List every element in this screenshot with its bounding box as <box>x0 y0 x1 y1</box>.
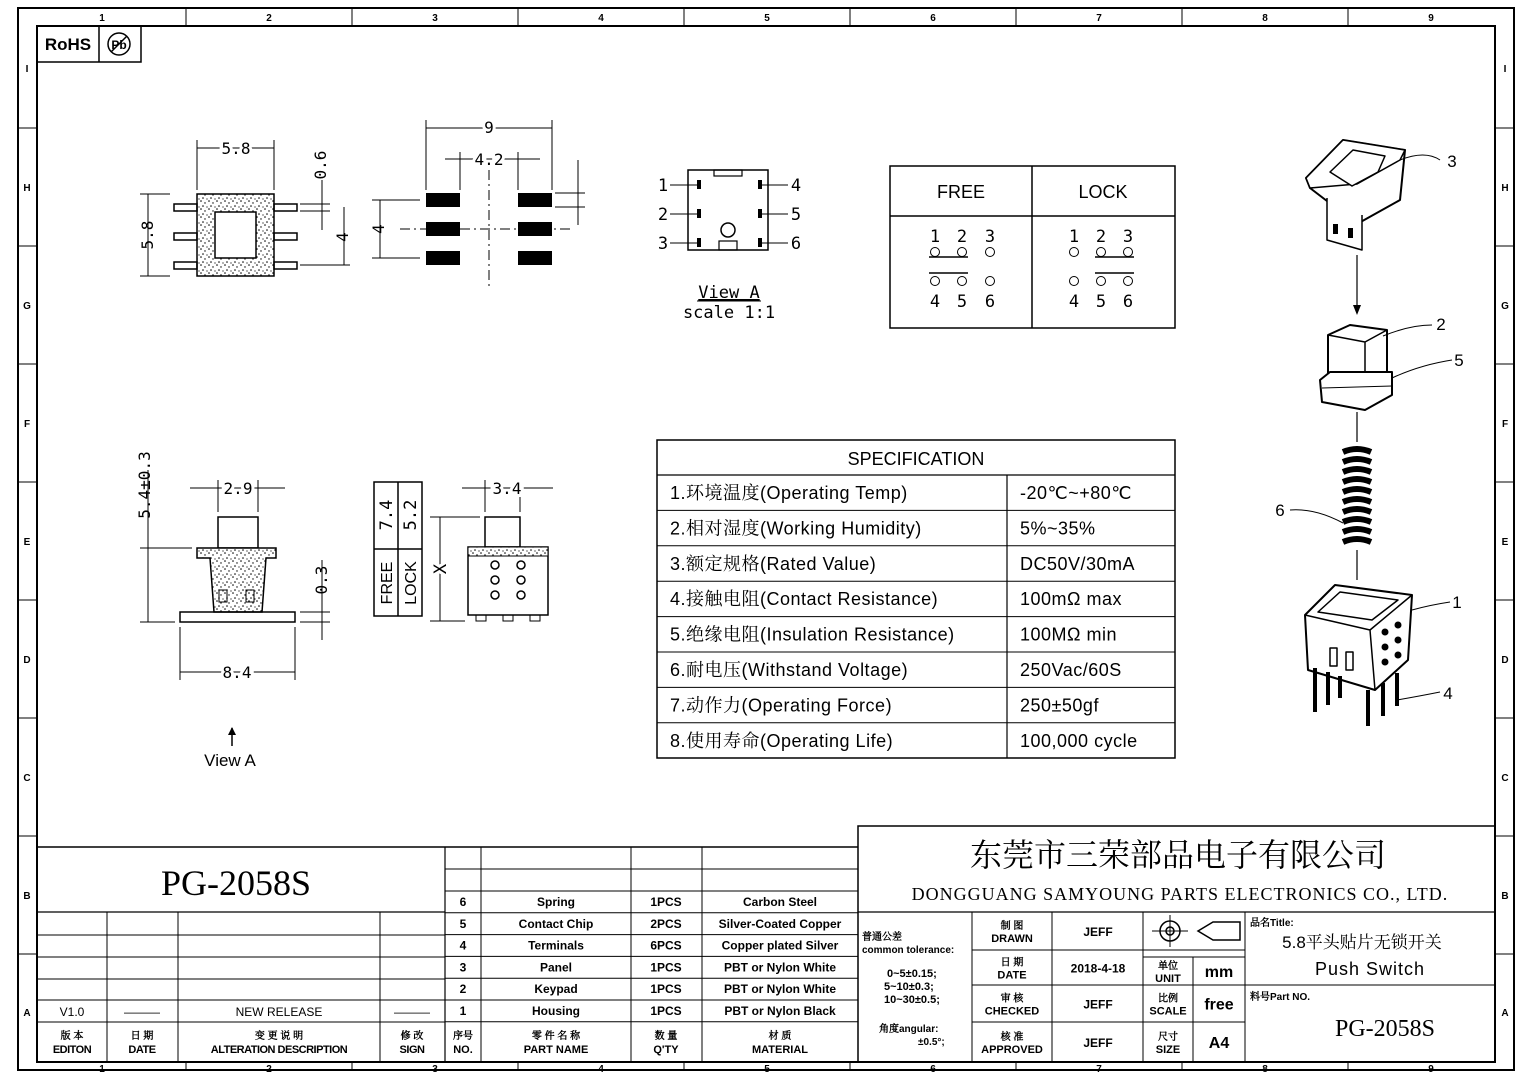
unit-label-cn-3: 尺寸 <box>1158 1032 1178 1043</box>
bom-cell-4-1: 3 <box>459 960 467 975</box>
free-pin-1: 1 <box>929 227 941 247</box>
bom-header-cn-4: 材 质 <box>768 1031 792 1042</box>
spec-value-4: 100mΩ max <box>1020 589 1122 610</box>
bom-cell-5-1: 2 <box>459 982 467 997</box>
bom-cell-3-2: Terminals <box>528 938 584 953</box>
title-cn: 5.8平头贴片无锁开关 <box>1282 933 1442 952</box>
spec-key-8: 8.使用寿命(Operating Life) <box>670 730 894 751</box>
dim-total-height: 5.4±0.3 <box>135 451 154 519</box>
dim-top-width: 5.8 <box>221 139 251 158</box>
mode-free-header: FREE <box>936 182 986 202</box>
bom-cell-4-4: PBT or Nylon White <box>724 960 836 975</box>
row-marker-right-A: A <box>1501 1008 1509 1019</box>
revision-block <box>37 847 858 1062</box>
unit-label-cn-1: 单位 <box>1158 961 1178 972</box>
bom-cell-6-1: 1 <box>459 1004 467 1018</box>
bom-cell-2-2: Contact Chip <box>518 916 594 931</box>
col-marker-bottom-4: 4 <box>598 1064 604 1073</box>
view-a-pin-1: 1 <box>657 176 669 196</box>
company-name-cn: 东莞市三荣部品电子有限公司 <box>969 837 1387 873</box>
view-a-pin-6: 6 <box>790 234 802 254</box>
travel-free-label: FREE <box>379 561 396 605</box>
col-marker-bottom-9: 9 <box>1428 1064 1434 1073</box>
spec-key-2: 2.相对湿度(Working Humidity) <box>670 518 922 539</box>
revision-header-en-1: EDITON <box>52 1044 92 1056</box>
bom-rows <box>445 895 858 1056</box>
spec-key-6: 6.耐电压(Withstand Voltage) <box>670 660 909 680</box>
free-pin-5: 5 <box>956 292 968 312</box>
row-marker-right-I: I <box>1503 64 1507 75</box>
unit-cells <box>1149 959 1233 1056</box>
projection-symbol-icon <box>1152 915 1240 947</box>
dim-end-cap: 3.4 <box>492 479 522 498</box>
col-marker-top-9: 9 <box>1428 13 1434 24</box>
row-marker-left-C: C <box>23 773 31 784</box>
tolerance-range-2: 5~10±0.3; <box>884 981 934 993</box>
explode-label-5: 5 <box>1454 351 1464 370</box>
tolerance-range-3: 10~30±0.5; <box>884 994 940 1006</box>
top-view <box>138 139 352 276</box>
dim-pin-pitch: 4 <box>333 232 352 242</box>
bom-cell-5-3: 1PCS <box>650 982 682 997</box>
lock-pin-1: 1 <box>1068 227 1080 247</box>
view-a-arrow-label: View A <box>204 751 256 770</box>
col-marker-bottom-2: 2 <box>266 1064 272 1073</box>
lock-pin-4: 4 <box>1068 292 1080 312</box>
revision-date: ——— <box>124 1005 160 1019</box>
pb-label: Pb <box>111 38 127 52</box>
approval-label-en-3: CHECKED <box>984 1005 1040 1018</box>
explode-label-1: 1 <box>1452 593 1462 612</box>
specification-table <box>657 440 1175 758</box>
spec-value-5: 100MΩ min <box>1020 624 1117 645</box>
spec-key-5: 5.绝缘电阻(Insulation Resistance) <box>670 624 955 645</box>
row-marker-right-H: H <box>1501 183 1509 194</box>
col-marker-top-1: 1 <box>99 13 105 24</box>
bom-header-en-3: Q'TY <box>653 1044 679 1056</box>
unit-value-3: A4 <box>1208 1035 1230 1052</box>
free-pin-2: 2 <box>956 227 968 247</box>
row-marker-right-D: D <box>1501 655 1509 666</box>
row-marker-left-D: D <box>23 655 31 666</box>
bom-cell-5-2: Keypad <box>534 982 578 997</box>
dim-footprint-inner: 4.2 <box>474 150 504 169</box>
view-a-pin-2: 2 <box>657 205 669 225</box>
col-marker-top-5: 5 <box>764 13 770 24</box>
spec-value-1: -20℃~+80℃ <box>1020 483 1132 503</box>
lock-pin-3: 3 <box>1122 227 1134 247</box>
lock-pin-5: 5 <box>1095 292 1107 312</box>
tolerance-title-cn: 普通公差 <box>862 932 902 943</box>
bom-cell-6-4: PBT or Nylon Black <box>724 1004 836 1018</box>
col-marker-top-4: 4 <box>598 13 604 24</box>
revision-header-en-3: ALTERATION DESCRIPTION <box>210 1044 348 1056</box>
spec-title: SPECIFICATION <box>847 449 985 469</box>
row-marker-left-G: G <box>23 301 31 312</box>
unit-value-2: free <box>1204 996 1234 1014</box>
unit-label-en-2: SCALE <box>1149 1005 1187 1018</box>
dim-cap-width: 2.9 <box>223 479 253 498</box>
rohs-label: RoHS <box>44 35 92 54</box>
approval-value-3: JEFF <box>1083 997 1113 1012</box>
bom-cell-5-4: PBT or Nylon White <box>724 982 836 997</box>
bom-cell-2-4: Silver-Coated Copper <box>718 916 842 931</box>
bom-cell-1-3: 1PCS <box>650 895 682 909</box>
rohs-mark <box>37 26 141 62</box>
bom-cell-1-2: Spring <box>537 895 575 909</box>
part-no-label: 料号Part NO. <box>1250 992 1311 1003</box>
exploded-view <box>1275 140 1463 726</box>
view-a-pin-3: 3 <box>657 234 669 254</box>
spec-rows <box>657 483 1175 751</box>
dim-base-width: 8.4 <box>222 663 252 682</box>
top-view-cap <box>215 212 256 258</box>
bom-cell-2-1: 5 <box>459 916 467 931</box>
spring-coil <box>1343 449 1371 542</box>
bom-cell-6-2: Housing <box>532 1004 580 1018</box>
row-marker-left-E: E <box>23 537 31 548</box>
lock-pin-6: 6 <box>1122 292 1134 312</box>
col-marker-top-7: 7 <box>1096 13 1102 24</box>
spec-key-7: 7.动作力(Operating Force) <box>670 695 893 716</box>
approval-cells <box>981 919 1126 1056</box>
tolerance-range-1: 0~5±0.15; <box>887 968 937 980</box>
unit-label-cn-2: 比例 <box>1158 993 1178 1005</box>
bom-header-cn-1: 序号 <box>453 1031 473 1042</box>
col-marker-bottom-5: 5 <box>764 1064 770 1073</box>
revision-header-cn-4: 修 改 <box>400 1031 424 1042</box>
part-number: PG-2058S <box>1334 1016 1436 1042</box>
revision-header-cn-2: 日 期 <box>130 1031 154 1042</box>
row-marker-right-B: B <box>1501 891 1509 902</box>
row-marker-right-G: G <box>1501 301 1509 312</box>
free-pin-3: 3 <box>984 227 996 247</box>
bom-cell-6-3: 1PCS <box>650 1004 682 1018</box>
col-marker-top-2: 2 <box>266 13 272 24</box>
revision-header-cn-3: 变 更 说 明 <box>254 1031 304 1042</box>
angular-label: 角度angular: <box>879 1024 939 1035</box>
spec-value-6: 250Vac/60S <box>1020 660 1122 680</box>
explode-label-6: 6 <box>1275 501 1285 520</box>
col-marker-top-3: 3 <box>432 13 438 24</box>
unit-label-en-3: SIZE <box>1155 1044 1181 1056</box>
approval-value-4: JEFF <box>1083 1036 1113 1050</box>
col-marker-bottom-7: 7 <box>1096 1064 1102 1073</box>
explode-label-2: 2 <box>1436 315 1446 334</box>
spec-value-3: DC50V/30mA <box>1020 553 1136 574</box>
approval-label-cn-1: 制 图 <box>1000 921 1024 932</box>
travel-free-value: 7.4 <box>377 499 397 531</box>
col-marker-bottom-1: 1 <box>99 1064 105 1073</box>
spec-key-1: 1.环境温度(Operating Temp) <box>670 483 908 503</box>
view-a-pinout <box>658 170 801 323</box>
revision-version: V1.0 <box>59 1005 85 1019</box>
bom-cell-4-3: 1PCS <box>650 960 682 975</box>
free-lock-schematic <box>890 166 1175 328</box>
view-a-pin-4: 4 <box>790 176 802 196</box>
bom-cell-3-1: 4 <box>459 938 467 953</box>
row-marker-left-A: A <box>23 1008 31 1019</box>
unit-label-en-1: UNIT <box>1155 973 1181 985</box>
bom-cell-3-4: Copper plated Silver <box>721 938 839 953</box>
dim-pin-width: 0.6 <box>311 150 330 180</box>
free-pin-4: 4 <box>929 292 941 312</box>
bom-header-en-1: NO. <box>453 1044 473 1056</box>
approval-value-1: JEFF <box>1083 925 1113 939</box>
bom-cell-3-3: 6PCS <box>650 938 682 953</box>
end-view <box>430 479 553 621</box>
bom-table <box>445 847 858 1062</box>
bom-header-en-2: PART NAME <box>523 1044 589 1056</box>
view-a-title: View A <box>698 283 760 303</box>
approval-label-en-4: APPROVED <box>981 1044 1043 1056</box>
col-marker-top-8: 8 <box>1262 13 1268 24</box>
bom-cell-1-4: Carbon Steel <box>742 895 818 909</box>
unit-value-1: mm <box>1204 964 1234 981</box>
col-marker-top-6: 6 <box>930 13 936 24</box>
bom-header-en-4: MATERIAL <box>751 1044 809 1056</box>
row-marker-left-F: F <box>23 419 31 430</box>
spec-value-7: 250±50gf <box>1020 695 1099 716</box>
dim-lead: 0.3 <box>312 565 331 595</box>
spec-key-3: 3.额定规格(Rated Value) <box>670 553 877 574</box>
row-marker-left-H: H <box>23 183 31 194</box>
row-marker-left-B: B <box>23 891 31 902</box>
mode-lock-header: LOCK <box>1078 182 1128 202</box>
tolerance-title-en: common tolerance: <box>862 945 955 956</box>
travel-lock-value: 5.2 <box>401 499 421 531</box>
col-marker-bottom-3: 3 <box>432 1064 438 1073</box>
explode-label-4: 4 <box>1443 684 1453 703</box>
spec-value-2: 5%~35% <box>1020 518 1096 539</box>
revision-headers <box>53 1029 425 1056</box>
revision-header-cn-1: 版 本 <box>60 1031 84 1042</box>
approval-label-en-1: DRAWN <box>991 933 1033 945</box>
travel-lock-label: LOCK <box>403 561 420 605</box>
col-marker-bottom-6: 6 <box>930 1064 936 1073</box>
row-marker-right-E: E <box>1501 537 1509 548</box>
row-marker-right-F: F <box>1501 419 1509 430</box>
row-marker-right-C: C <box>1501 773 1509 784</box>
revision-description: NEW RELEASE <box>235 1005 323 1019</box>
spec-key-4: 4.接触电阻(Contact Resistance) <box>670 589 939 610</box>
col-marker-bottom-8: 8 <box>1262 1064 1268 1073</box>
revision-header-en-2: DATE <box>128 1044 156 1056</box>
free-pin-6: 6 <box>984 292 996 312</box>
approval-value-2: 2018-4-18 <box>1070 961 1126 976</box>
travel-table <box>374 482 422 616</box>
title-en: Push Switch <box>1314 959 1426 979</box>
lock-pin-2: 2 <box>1095 227 1107 247</box>
model-number: PG-2058S <box>160 863 312 903</box>
sheet-border <box>18 8 1514 1070</box>
spec-value-8: 100,000 cycle <box>1020 730 1138 751</box>
company-name-en: DONGGUANG SAMYOUNG PARTS ELECTRONICS CO., LTD. <box>911 884 1449 904</box>
bom-header-cn-2: 零 件 名 称 <box>531 1031 581 1042</box>
approval-label-en-2: DATE <box>997 969 1027 982</box>
view-a-scale: scale 1:1 <box>682 303 776 323</box>
dim-footprint-span: 9 <box>484 118 494 137</box>
bom-header-cn-3: 数 量 <box>654 1031 678 1042</box>
bom-cell-2-3: 2PCS <box>650 916 682 931</box>
side-view <box>135 451 331 770</box>
pcb-footprint <box>369 118 585 290</box>
revision-header-en-4: SIGN <box>399 1044 425 1056</box>
explode-label-3: 3 <box>1447 152 1457 171</box>
bom-cell-1-1: 6 <box>459 895 467 909</box>
revision-sign: ——— <box>394 1005 430 1019</box>
bom-cell-4-2: Panel <box>539 960 573 975</box>
view-a-pin-5: 5 <box>790 205 802 225</box>
angular-value: ±0.5°; <box>918 1037 945 1048</box>
approval-label-cn-4: 核 准 <box>1000 1032 1024 1043</box>
title-label: 品名Title: <box>1250 918 1294 929</box>
dim-top-height: 5.8 <box>138 220 157 250</box>
title-block <box>858 826 1495 1062</box>
approval-label-cn-2: 日 期 <box>1000 957 1024 969</box>
approval-label-cn-3: 审 核 <box>1000 993 1024 1005</box>
dim-travel-x: X <box>431 563 451 575</box>
row-marker-left-I: I <box>25 64 29 75</box>
dim-footprint-pitch: 4 <box>369 224 388 234</box>
